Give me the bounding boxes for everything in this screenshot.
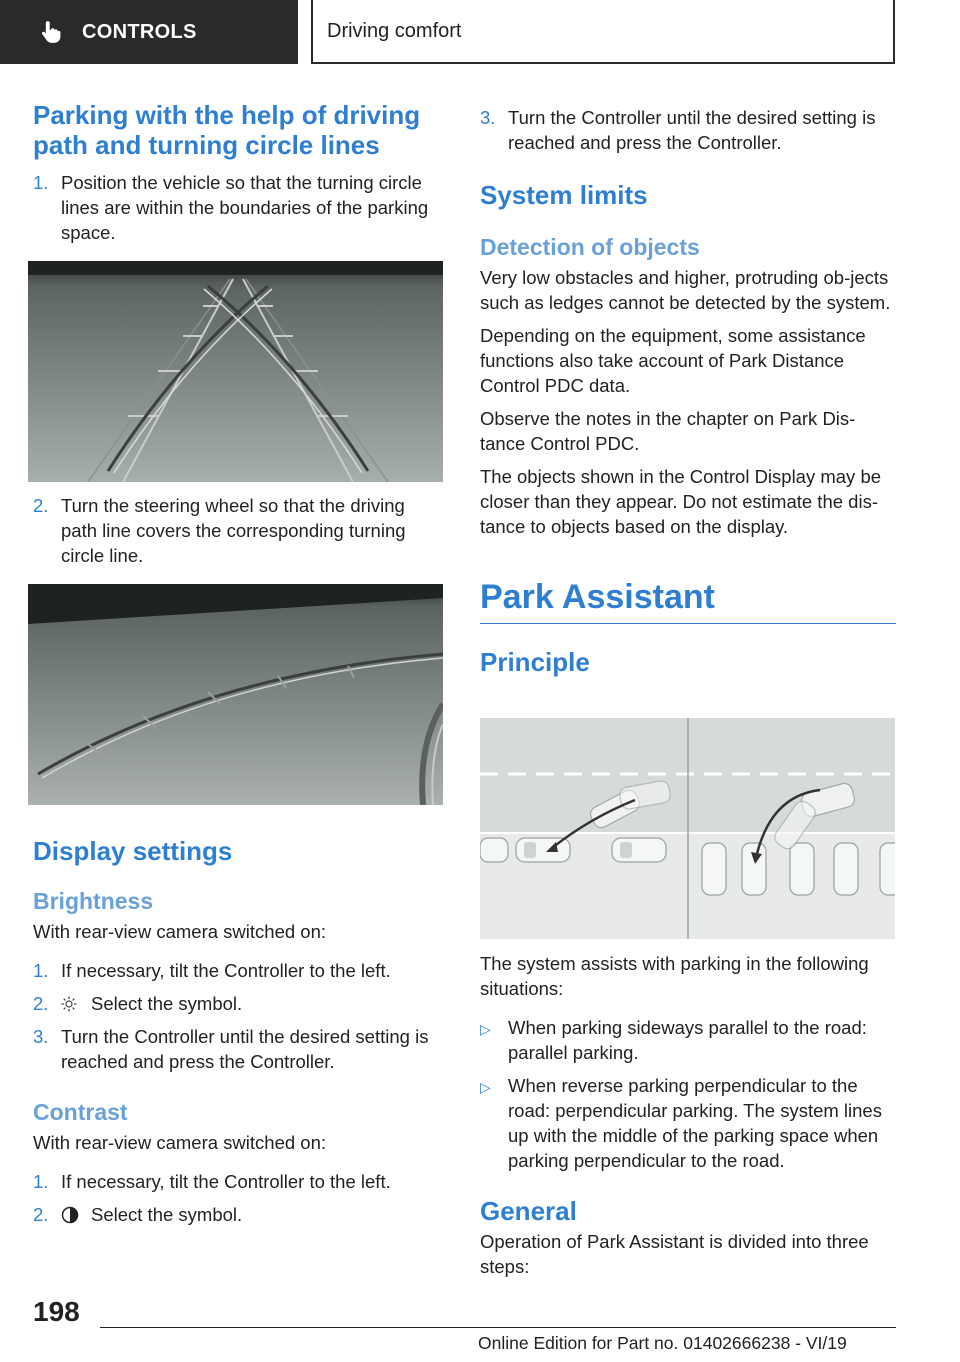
- display-settings-heading: Display settings: [33, 836, 233, 866]
- step-number: 3.: [33, 1026, 49, 1047]
- principle-intro: The system assists with parking in the following situations:: [480, 953, 869, 999]
- park-assistant-heading: Park Assistant: [480, 577, 896, 624]
- detection-heading: Detection of objects: [480, 234, 700, 260]
- step-number: 1.: [33, 1171, 49, 1192]
- bullet-text: When reverse parking perpendicular to the road: perpendicular parking. The system lines up with the middle of the parking space when parking perpendicular to the road.: [508, 1075, 882, 1171]
- page-number: 198: [33, 1296, 80, 1327]
- park-assistant-illustration: [480, 718, 895, 939]
- list-item: [480, 105, 896, 155]
- rear-view-camera-turning-lines: [28, 261, 443, 482]
- triangle-bullet-icon: ▷: [480, 1079, 491, 1095]
- general-text: Operation of Park Assistant is divided into three steps:: [480, 1231, 869, 1277]
- step-text: Turn the Controller until the desired setting is reached and press the Controller.: [508, 107, 876, 153]
- list-item: [33, 958, 445, 983]
- step-number: 2.: [33, 993, 49, 1014]
- parking-steps-list-continued: [33, 493, 445, 568]
- principle-heading: Principle: [480, 647, 590, 677]
- camera-view-image-1: [28, 261, 443, 482]
- list-item: [33, 1024, 445, 1074]
- detection-paragraph-3: Observe the notes in the chapter on Park Dis‐tance Control PDC.: [480, 408, 856, 454]
- general-heading: General: [480, 1196, 577, 1226]
- left-column: [33, 100, 445, 245]
- footer-divider: [100, 1327, 896, 1328]
- detection-paragraph-2: Depending on the equipment, some assistance functions also take account of Park Distance Control PDC data.: [480, 325, 866, 396]
- step-number: 1.: [33, 172, 49, 193]
- system-limits-heading: System limits: [480, 180, 648, 210]
- rear-view-camera-driving-path: [28, 584, 443, 805]
- step-text: If necessary, tilt the Controller to the left.: [61, 1171, 391, 1192]
- list-item: [33, 170, 445, 245]
- triangle-bullet-icon: ▷: [480, 1021, 491, 1037]
- left-column-part3: [33, 835, 445, 1227]
- step-text: Turn the Controller until the desired setting is reached and press the Controller.: [61, 1026, 429, 1072]
- step-text: Select the symbol.: [91, 1204, 243, 1225]
- left-column-part2: [33, 493, 445, 568]
- contrast-icon: [61, 1202, 91, 1227]
- parking-situations-list: [480, 1015, 896, 1173]
- list-item: [33, 1169, 445, 1194]
- list-item: [33, 493, 445, 568]
- brightness-intro: With rear-view camera switched on:: [33, 921, 327, 942]
- step-number: 1.: [33, 960, 49, 981]
- right-column-part2: [480, 951, 896, 1279]
- hand-pointer-icon: [38, 19, 64, 45]
- contrast-heading: Contrast: [33, 1099, 128, 1125]
- chapter-tab-label: CONTROLS: [82, 20, 197, 43]
- step-text: Turn the steering wheel so that the driving path line covers the corresponding turning circle line.: [61, 495, 406, 566]
- bullet-text: When parking sideways parallel to the road: parallel parking.: [508, 1017, 867, 1063]
- list-item: [480, 1073, 896, 1173]
- parallel-perpendicular-parking-diagram: [480, 718, 895, 939]
- section-title: Driving comfort: [327, 19, 462, 42]
- step-number: 3.: [480, 107, 496, 128]
- contrast-intro: With rear-view camera switched on:: [33, 1132, 327, 1153]
- step-text: Select the symbol.: [91, 993, 243, 1014]
- brightness-steps-continued: [480, 105, 896, 155]
- section-header: [311, 0, 895, 64]
- contrast-steps: [33, 1169, 445, 1227]
- chapter-tab: [0, 0, 298, 64]
- list-item: [33, 991, 445, 1016]
- step-text: If necessary, tilt the Controller to the left.: [61, 960, 391, 981]
- brightness-heading: Brightness: [33, 888, 154, 914]
- step-text: Position the vehicle so that the turning circle lines are within the boundaries of the parking space.: [61, 172, 429, 243]
- brightness-steps: [33, 958, 445, 1074]
- parking-steps-list: [33, 170, 445, 245]
- list-item: [33, 1202, 445, 1227]
- camera-view-image-2: [28, 584, 443, 805]
- detection-paragraph-4: The objects shown in the Control Display may be closer than they appear. Do not estimate the dis‐tance to objects based on the display.: [480, 466, 882, 537]
- detection-paragraph-1: Very low obstacles and higher, protruding ob‐jects such as ledges cannot be detected by the system.: [480, 267, 891, 313]
- list-item: [480, 1015, 896, 1065]
- step-number: 2.: [33, 495, 49, 516]
- step-number: 2.: [33, 1204, 49, 1225]
- parking-lines-heading: Parking with the help of driving path and turning circle lines: [33, 100, 421, 160]
- right-column: [480, 105, 896, 678]
- brightness-sun-icon: [61, 991, 91, 1016]
- edition-note: Online Edition for Part no. 01402666238 - VI/19: [478, 1333, 847, 1353]
